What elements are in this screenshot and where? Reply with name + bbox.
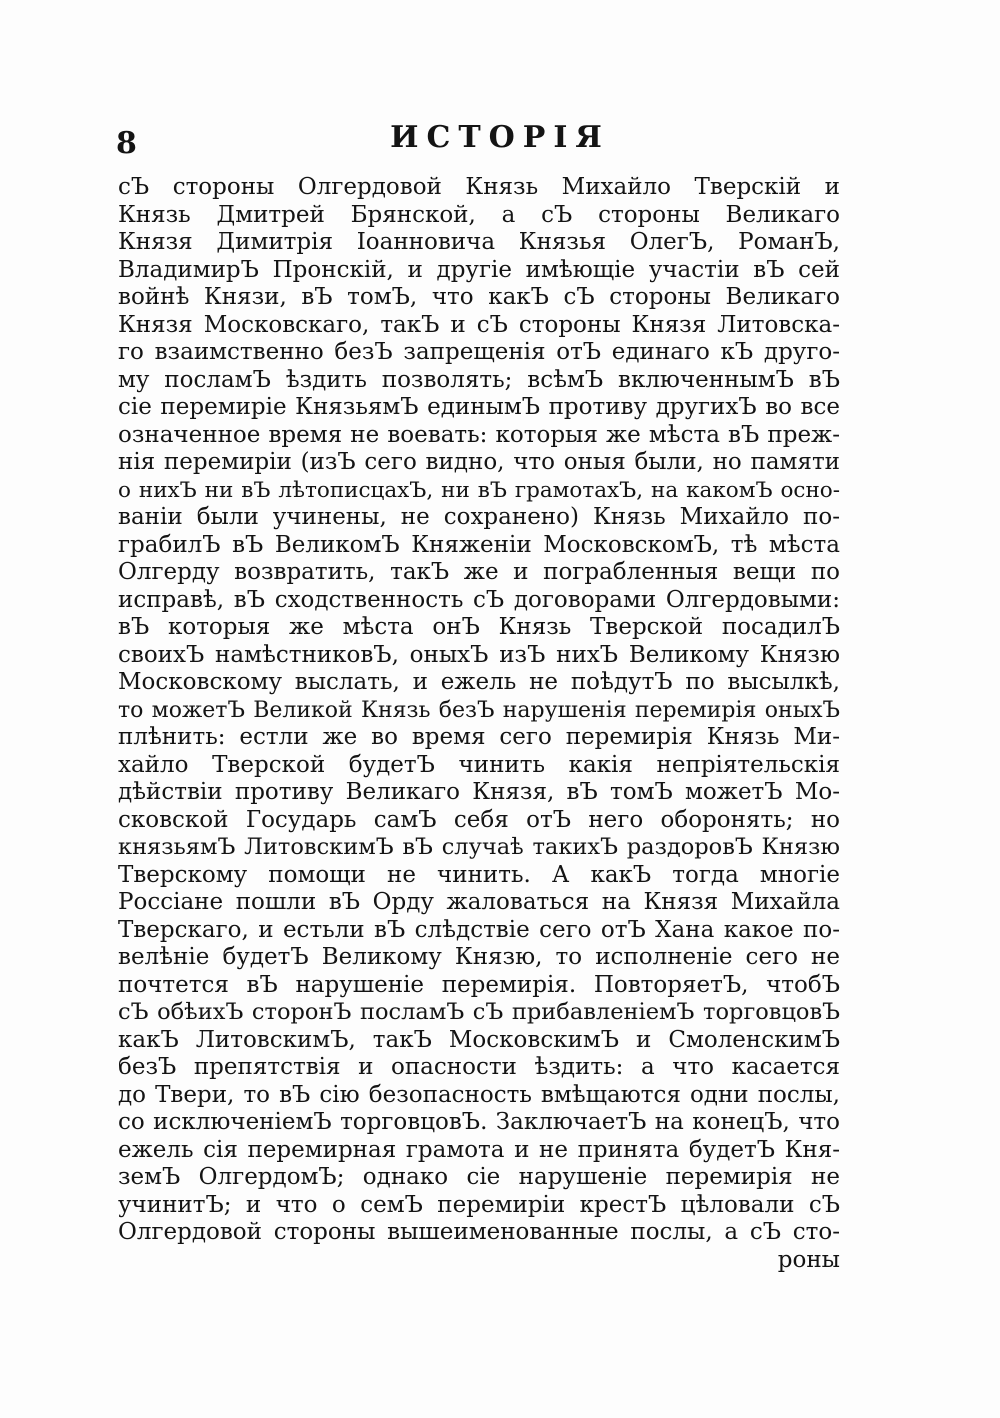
text-line: Олгерду возвратить, такЪ же и пограбленныя вещи по: [118, 559, 840, 585]
body-text: [118, 174, 840, 1274]
text-line: грабилЪ вЪ ВеликомЪ Княженiи МосковскомЪ, тѣ мѣста: [118, 531, 840, 558]
page-number: 8: [116, 126, 137, 161]
text-line: войнѣ Князи, вЪ томЪ, что какЪ сЪ стороны Великаго: [118, 284, 840, 310]
text-line: сЪ стороны Олгердовой Князь Михайло Тверскiй и: [118, 174, 840, 200]
text-line: сковской Государь самЪ себя отЪ него оборонять; но: [118, 806, 840, 833]
text-line: Князь Дмитрей Брянской, а сЪ стороны Великаго: [118, 201, 840, 228]
text-line: Князя Московскаго, такЪ и сЪ стороны Князя Литовска-: [118, 311, 840, 338]
text-line: сiе перемирiе КнязьямЪ единымЪ противу другихЪ во все: [118, 394, 840, 420]
text-line: нiя перемирiи (изЪ сего видно, что оныя были, но памяти: [118, 449, 840, 475]
text-line: дѣйствiи противу Великаго Князя, вЪ томЪ можетЪ Мо-: [118, 779, 840, 805]
text-line: какЪ ЛитовскимЪ, такЪ МосковскимЪ и СмоленскимЪ: [118, 1026, 840, 1053]
text-line: велѣнiе будетЪ Великому Князю, то исполненiе сего не: [118, 944, 840, 970]
text-line: Московскому выслать, и ежель не поѣдутЪ по высылкѣ,: [118, 669, 840, 695]
text-line: то можетЪ Великой Князь безЪ нарушенiя перемирiя оныхЪ: [118, 697, 840, 723]
running-head: ИСТОРIЯ: [390, 120, 610, 155]
text-line: го взаимственно безЪ запрещенiя отЪ единаго кЪ друго-: [118, 339, 840, 365]
catchword-line: роны: [777, 1246, 840, 1273]
text-line: своихЪ намѣстниковЪ, оныхЪ изЪ нихЪ Великому Князю: [118, 641, 840, 668]
text-line: Россiане пошли вЪ Орду жаловаться на Князя Михайла: [118, 889, 840, 915]
text-line: ВладимирЪ Пронскiй, и другiе имѣющiе участiи вЪ сей: [118, 256, 840, 283]
text-line: му посламЪ ѣздить позволять; всѣмЪ включеннымЪ вЪ: [118, 366, 840, 393]
text-line: до Твери, то вЪ сiю безопасность вмѣщаются одни послы,: [118, 1081, 840, 1108]
text-line: исправѣ, вЪ сходственность сЪ договорами Олгердовыми:: [118, 586, 840, 613]
text-line: Тверскаго, и естьли вЪ слѣдствiе сего отЪ Хана какое по-: [118, 916, 840, 943]
text-line: Олгердовой стороны вышеименованные послы, а сЪ сто-: [118, 1219, 840, 1245]
text-line: вЪ которыя же мѣста онЪ Князь Тверской посадилЪ: [118, 614, 840, 640]
text-line: почтется вЪ нарушенiе перемирiя. ПовторяетЪ, чтобЪ: [118, 971, 840, 998]
text-line: плѣнить: естли же во время сего перемирiя Князь Ми-: [118, 724, 840, 750]
text-line: учинитЪ; и что о семЪ перемирiи крестЪ цѣловали сЪ: [118, 1191, 840, 1218]
text-line: земЪ ОлгердомЪ; однако сiе нарушенiе перемирiя не: [118, 1164, 840, 1190]
text-line: Князя Димитрiя Iоанновича Князья ОлегЪ, РоманЪ,: [118, 229, 840, 255]
text-line: Тверскому помощи не чинить. А какЪ тогда многiе: [118, 861, 840, 888]
text-line: со исключенiемЪ торговцовЪ. ЗаключаетЪ на конецЪ, что: [118, 1109, 840, 1135]
text-line: безЪ препятствiя и опасности ѣздить: а что касается: [118, 1054, 840, 1080]
text-line: ванiи были учинены, не сохранено) Князь Михайло по-: [118, 504, 840, 530]
text-line: князьямЪ ЛитовскимЪ вЪ случаѣ такихЪ раздоровЪ Князю: [118, 834, 840, 860]
text-line: ежель сiя перемирная грамота и не принята будетЪ Кня-: [118, 1136, 840, 1163]
text-line: означенное время не воевать: которыя же мѣста вЪ преж-: [118, 421, 840, 448]
text-line: о нихЪ ни вЪ лѣтописцахЪ, ни вЪ грамотахЪ, на какомЪ осно-: [118, 477, 840, 503]
text-line: хайло Тверской будетЪ чинить какiя непрiятельскiя: [118, 751, 840, 778]
text-line: сЪ обѣихЪ сторонЪ посламЪ сЪ прибавленiемЪ торговцовЪ: [118, 999, 840, 1025]
